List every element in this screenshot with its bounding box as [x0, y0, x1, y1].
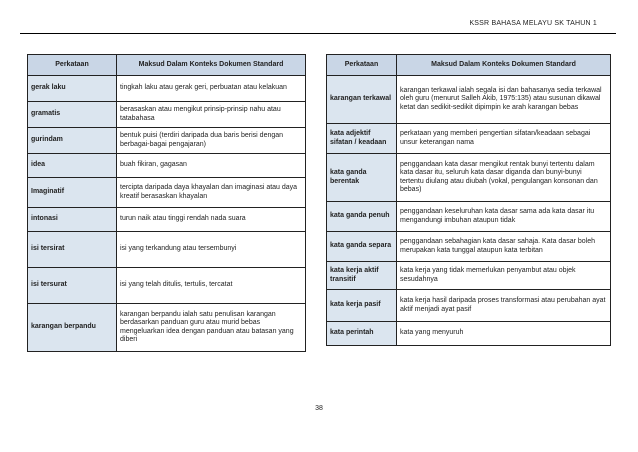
definition-cell: kata yang menyuruh [397, 322, 611, 346]
definition-cell: turun naik atau tinggi rendah nada suara [117, 208, 306, 232]
header-rule [20, 33, 616, 34]
definition-cell: penggandaan sebahagian kata dasar sahaja. Kata dasar boleh merupakan kata tunggal ataupun kata terbitan [397, 232, 611, 262]
definition-cell: kata kerja yang tidak memerlukan penyambut atau objek sesudahnya [397, 262, 611, 290]
term-cell: Imaginatif [28, 178, 117, 208]
definition-cell: penggandaan kata dasar mengikut rentak bunyi tertentu dalam kata dasar itu, seluruh kata dasar diganda dan bunyi-bunyi tertentu diulang atau diubah (vokal, pengulangan konsonan dan bebas) [397, 154, 611, 202]
column-header-term: Perkataan [28, 55, 117, 76]
table-row [28, 208, 306, 232]
column-header-term: Perkataan [327, 55, 397, 76]
definition-cell: buah fikiran, gagasan [117, 154, 306, 178]
term-cell: karangan terkawal [327, 76, 397, 124]
column-header-definition: Maksud Dalam Konteks Dokumen Standard [397, 55, 611, 76]
table-row [28, 128, 306, 154]
table-row [327, 322, 611, 346]
term-cell: idea [28, 154, 117, 178]
term-cell: intonasi [28, 208, 117, 232]
term-cell: karangan berpandu [28, 304, 117, 352]
term-cell: kata ganda berentak [327, 154, 397, 202]
term-cell: gerak laku [28, 76, 117, 102]
document-header: KSSR BAHASA MELAYU SK TAHUN 1 [469, 20, 597, 27]
term-cell: gramatis [28, 102, 117, 128]
definition-cell: perkataan yang memberi pengertian sifatan/keadaan sebagai unsur keterangan nama [397, 124, 611, 154]
table-row [327, 232, 611, 262]
table-row [327, 124, 611, 154]
table-row [327, 76, 611, 124]
glossary-table-left [27, 54, 306, 352]
definition-cell: karangan terkawal ialah segala isi dan bahasanya sedia terkawal oleh guru (menurut Salleh Akib, 1975:135) atau susunan dikawal ketat dan sedikit-sedikit dipimpin ke arah karangan bebas [397, 76, 611, 124]
definition-cell: kata kerja hasil daripada proses transformasi atau perubahan ayat aktif menjadi ayat pasif [397, 290, 611, 322]
term-cell: kata ganda penuh [327, 202, 397, 232]
table-row [28, 178, 306, 208]
table-row [28, 102, 306, 128]
table-row [28, 76, 306, 102]
table-row [327, 202, 611, 232]
term-cell: gurindam [28, 128, 117, 154]
definition-cell: isi yang terkandung atau tersembunyi [117, 232, 306, 268]
definition-cell: tercipta daripada daya khayalan dan imaginasi atau daya kreatif berasaskan khayalan [117, 178, 306, 208]
term-cell: kata kerja pasif [327, 290, 397, 322]
table-row [327, 154, 611, 202]
definition-cell: isi yang telah ditulis, tertulis, tercatat [117, 268, 306, 304]
definition-cell: bentuk puisi (terdiri daripada dua baris berisi dengan berbagai-bagai pengajaran) [117, 128, 306, 154]
term-cell: isi tersirat [28, 232, 117, 268]
column-header-definition: Maksud Dalam Konteks Dokumen Standard [117, 55, 306, 76]
table-row [327, 290, 611, 322]
table-row [28, 304, 306, 352]
table-row [28, 232, 306, 268]
glossary-table-right [326, 54, 611, 346]
table-header-row [28, 55, 306, 76]
table-row [327, 262, 611, 290]
term-cell: isi tersurat [28, 268, 117, 304]
table-header-row [327, 55, 611, 76]
page-number: 38 [315, 405, 323, 412]
table-row [28, 268, 306, 304]
term-cell: kata ganda separa [327, 232, 397, 262]
definition-cell: tingkah laku atau gerak geri, perbuatan atau kelakuan [117, 76, 306, 102]
term-cell: kata adjektif sifatan / keadaan [327, 124, 397, 154]
definition-cell: penggandaan keseluruhan kata dasar sama ada kata dasar itu mengandungi imbuhan ataupun tidak [397, 202, 611, 232]
term-cell: kata kerja aktif transitif [327, 262, 397, 290]
table-row [28, 154, 306, 178]
definition-cell: karangan berpandu ialah satu penulisan karangan berdasarkan panduan guru atau murid bebas mengeluarkan idea dengan panduan atau batasan yang diberi [117, 304, 306, 352]
definition-cell: berasaskan atau mengikut prinsip-prinsip nahu atau tatabahasa [117, 102, 306, 128]
term-cell: kata perintah [327, 322, 397, 346]
